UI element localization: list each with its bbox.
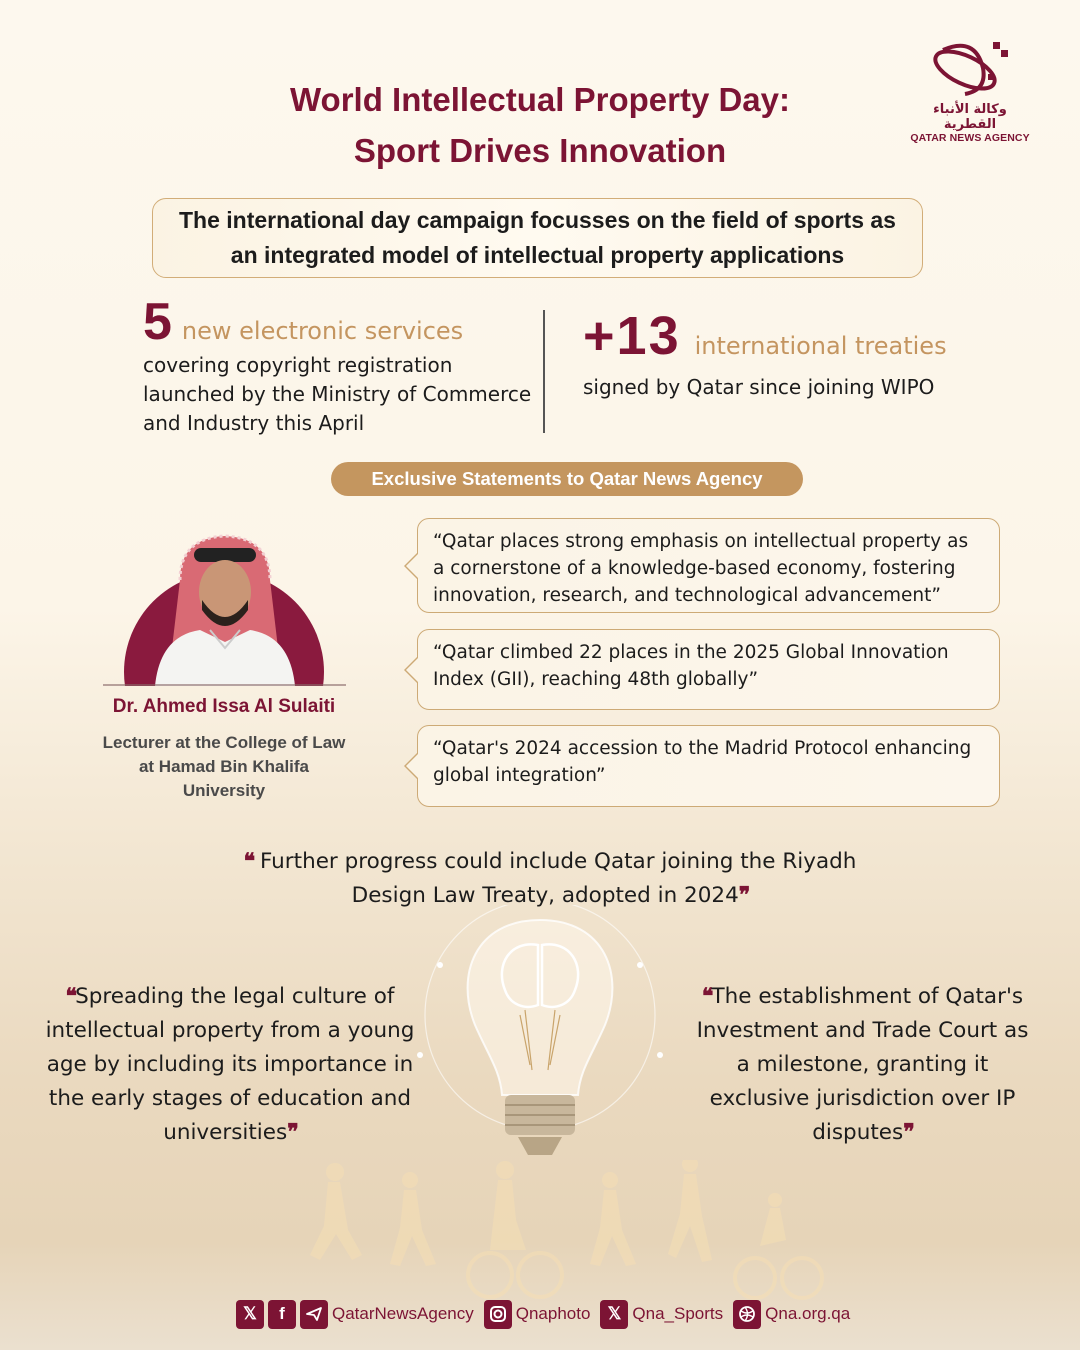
right-quote — [690, 980, 1035, 1150]
logo-english-text: QATAR NEWS AGENCY — [910, 132, 1030, 144]
title-line-2: Sport Drives Innovation — [353, 132, 727, 169]
open-quote-icon: ❝ — [243, 849, 254, 874]
x-sports-handle[interactable]: Qna_Sports — [632, 1304, 724, 1323]
open-quote-icon: ❝ — [701, 984, 712, 1009]
qna-logo — [905, 38, 1035, 148]
x-icon[interactable]: 𝕏 — [236, 1300, 264, 1329]
close-quote-icon: ❞ — [738, 883, 749, 908]
stat-description: signed by Qatar since joining WIPO — [583, 375, 935, 399]
quote-text: The establishment of Qatar's Investment and Trade Court as a milestone, granting it exclusive jurisdiction over IP disputes — [696, 984, 1029, 1145]
close-quote-icon: ❞ — [287, 1120, 297, 1145]
statement-bubble-3 — [417, 725, 1000, 807]
statement-text: “Qatar places strong emphasis on intellectual property as a cornerstone of a knowledge-based economy, fostering innovation, research, and technological advancement” — [433, 531, 969, 606]
close-quote-icon: ❞ — [903, 1120, 913, 1145]
logo-arabic-text: وكالة الأنباء القطرية — [933, 102, 1007, 132]
page-title — [200, 74, 880, 176]
left-quote — [40, 980, 420, 1150]
stat-number: +13 — [583, 306, 681, 366]
instagram-handle[interactable]: Qnaphoto — [515, 1304, 591, 1323]
statement-bubble-2 — [417, 629, 1000, 710]
social-footer — [236, 1298, 850, 1330]
quote-text: Spreading the legal culture of intellectual property from a young age by including its importance in the early stages of education and universities — [45, 984, 415, 1145]
title-line-1: World Intellectual Property Day: — [290, 81, 790, 118]
qna-emblem-icon — [925, 38, 1015, 100]
instagram-icon[interactable] — [484, 1300, 512, 1329]
subtitle-box — [152, 198, 923, 278]
stats-divider — [543, 310, 545, 433]
facebook-icon[interactable]: f — [268, 1300, 296, 1329]
stat-label: international treaties — [694, 332, 947, 360]
person-avatar-icon — [150, 530, 300, 686]
stat-number: 5 — [143, 293, 172, 351]
portrait-baseline — [103, 684, 346, 686]
telegram-icon[interactable] — [300, 1300, 328, 1329]
x-sports-icon[interactable]: 𝕏 — [600, 1300, 628, 1329]
stat-label: new electronic services — [181, 317, 464, 345]
stat-description: covering copyright registration launched by the Ministry of Commerce and Industry this April — [143, 353, 532, 435]
person-name: Dr. Ahmed Issa Al Sulaiti — [112, 696, 336, 717]
section-heading-pill: Exclusive Statements to Qatar News Agency — [331, 462, 803, 496]
center-quote — [240, 845, 860, 913]
social-handle-main[interactable]: QatarNewsAgency — [332, 1304, 474, 1323]
statement-text: “Qatar climbed 22 places in the 2025 Global Innovation Index (GII), reaching 48th globally” — [433, 642, 949, 690]
subtitle-text: The international day campaign focusses on the field of sports as an integrated model of intellectual property applications — [179, 207, 896, 268]
website-globe-icon[interactable] — [733, 1300, 761, 1329]
statement-bubble-1 — [417, 518, 1000, 613]
open-quote-icon: ❝ — [65, 984, 76, 1009]
quote-text: Further progress could include Qatar joining the Riyadh Design Law Treaty, adopted in 2024 — [259, 849, 857, 908]
person-portrait — [110, 530, 340, 690]
person-role: Lecturer at the College of Law at Hamad Bin Khalifa University — [102, 733, 346, 800]
stat-international-treaties — [583, 305, 1003, 402]
sports-silhouettes-icon — [240, 1160, 840, 1310]
statement-text: “Qatar's 2024 accession to the Madrid Protocol enhancing global integration” — [433, 738, 972, 786]
website-link[interactable]: Qna.org.qa — [765, 1304, 851, 1323]
stat-electronic-services — [143, 293, 543, 438]
